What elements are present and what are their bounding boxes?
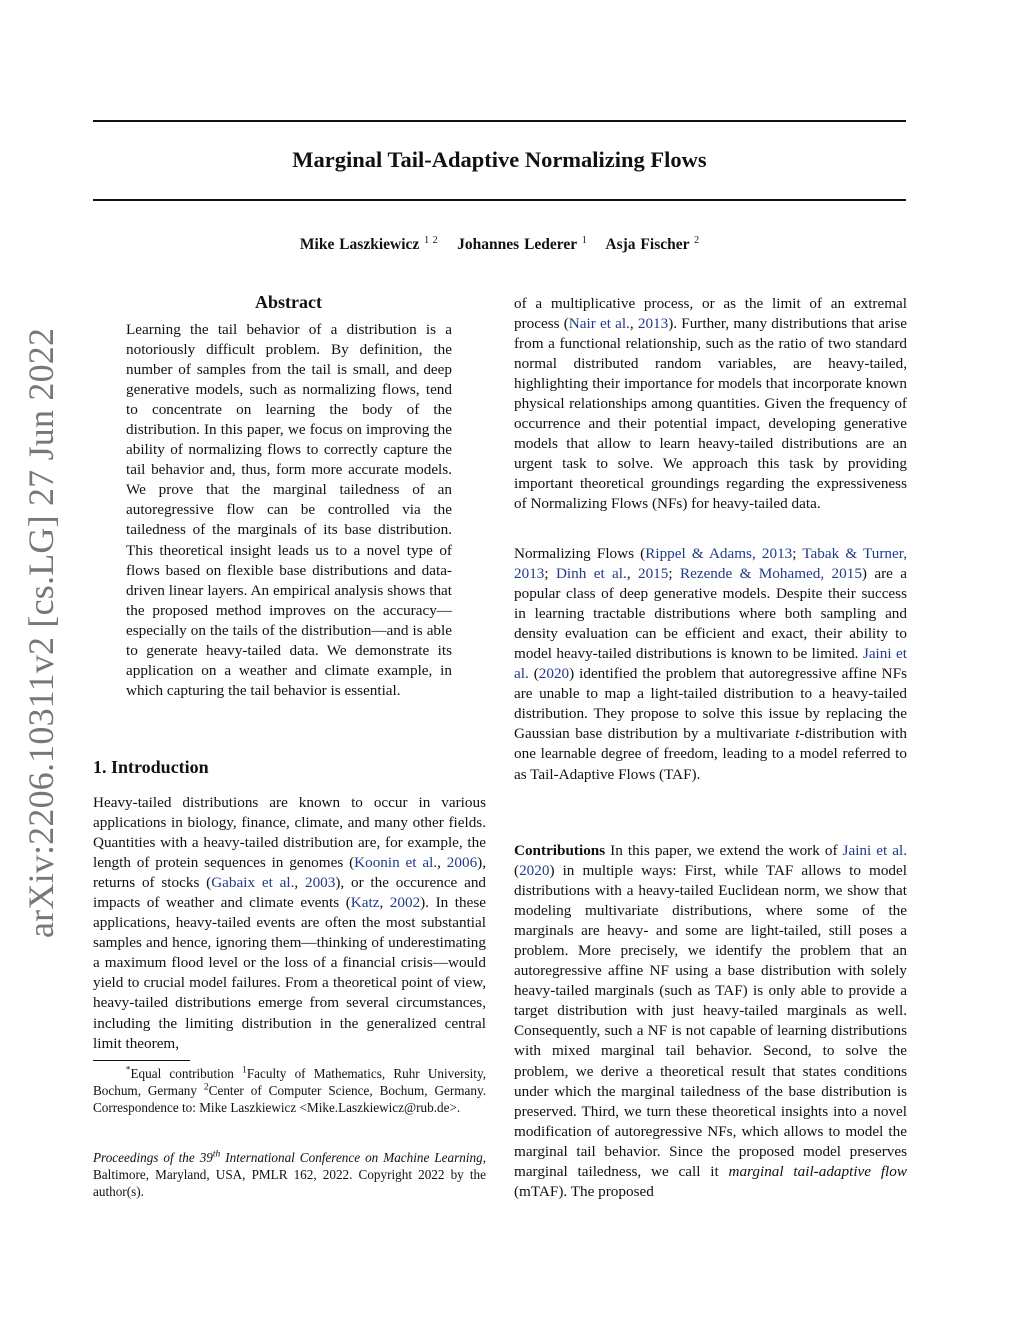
citation-link[interactable]: 2006: [446, 854, 478, 872]
citation-link[interactable]: Jaini et al.: [514, 645, 907, 683]
author-name: Asja Fischer: [605, 236, 690, 253]
paper-title: Marginal Tail-Adaptive Normalizing Flows: [292, 147, 707, 172]
citation-link[interactable]: Nair et al.: [568, 315, 630, 333]
intro-heading: 1. Introduction: [93, 757, 209, 777]
author-name: Johannes Lederer: [457, 236, 577, 253]
author-name: Mike Laszkiewicz: [299, 236, 420, 253]
citation-link[interactable]: Rezende & Mohamed, 2015: [679, 565, 862, 583]
intro-paragraph: Heavy-tailed distributions are known to occur in various applications in biology, finance, climate, and many other fields. Quantities with a heavy-tailed distribution are, for example, the length of protein sequences in genomes (Koonin et al., 2006), returns of stocks (Gabaix et al., 2003), or the occurence and impacts of weather and climate events (Katz, 2002). In these applications, heavy-tailed events are often the most substantial samples and hence, ignoring them—thinking of underestimating a maximum flood level or the loss of a financial crisis—would yield to crucial model failures. From a theoretical point of view, heavy-tailed distributions emerge from several circumstances, including the limiting distribution in the generalized central limit theorem,: [93, 794, 487, 1052]
citation-link[interactable]: 2002: [389, 894, 421, 912]
contributions-paragraph: Contributions In this paper, we extend the work of Jaini et al. (2020) in multiple ways: First, while TAF allows to model distributions with a heavy-tailed Euclidean norm, we show that modeling multivariate distributions, where some of the marginals are heavy- and some are light-tailed, still poses a problem. More precisely, we identify the problem that an autoregressive affine NF using a base distribution with solely heavy-tailed marginals (such as TAF) is only able to provide a target distribution with just heavy-tailed marginals as well. Consequently, such a NF is not capable of learning distributions with mixed marginal tail behavior. Second, to solve the problem, we derive a theoretical result that states conditions under which the marginal tailedness of the base distribution is preserved. Third, we turn these theoretical insights into a novel modification of autoregressive NFs, which allows to model the marginal tail behavior. Since the proposed model preserves marginal tailedness, we call it marginal tail-adaptive flow (mTAF). The proposed: [514, 842, 908, 1200]
abstract-heading: Abstract: [255, 292, 322, 312]
citation-link[interactable]: Dinh et al.: [555, 565, 627, 583]
citation-link[interactable]: Katz: [350, 894, 380, 912]
citation-link[interactable]: Rippel & Adams, 2013: [645, 545, 793, 562]
author-affiliation: 1 2: [424, 234, 438, 246]
citation-link[interactable]: Gabaix et al.: [211, 874, 295, 892]
author-list: [93, 236, 906, 254]
body-paragraph: Normalizing Flows (Rippel & Adams, 2013; Tabak & Turner, 2013; Dinh et al., 2015; Rezende & Mohamed, 2015) are a popular class of deep generative models. Despite their success in learning tractable distributions where both sampling and density evaluation can be efficient and exact, their ability to model heavy-tailed distributions is known to be limited. Jaini et al. (2020) identified the problem that autoregressive affine NFs are unable to map a light-tailed distribution to a heavy-tailed distribution. They propose to solve this issue by replacing the Gaussian base distribution by a multivariate t-distribution with one learnable degree of freedom, leading to a model referred to as Tail-Adaptive Flows (TAF).: [514, 545, 908, 783]
title-rule: [93, 199, 906, 201]
abstract-text: Learning the tail behavior of a distribution is a notoriously difficult problem. By definition, the number of samples from the tail is small, and deep generative models, such as normalizing flows, tend to concentrate on learning the body of the distribution. In this paper, we focus on improving the ability of normalizing flows to correctly capture the tail behavior and, thus, form more accurate models. We prove that the marginal tailedness of an autoregressive flow can be controlled via the tailedness of the marginals of its base distribution. This theoretical insight leads us to a novel type of flows based on flexible base distributions and data-driven linear layers. An empirical analysis shows that the proposed method improves on the accuracy—especially on the tails of the distribution—and is able to generate heavy-tailed data. We demonstrate its application on a weather and climate example, in which capturing the tail behavior is essential.: [126, 321, 452, 699]
citation-link[interactable]: 2003: [304, 874, 336, 892]
citation-link[interactable]: 2013: [637, 315, 669, 333]
citation-link[interactable]: Tabak & Turner, 2013: [514, 545, 907, 583]
footnote-rule: [93, 1060, 190, 1061]
citation-link[interactable]: 2015: [637, 565, 669, 583]
contributions-heading: Contributions: [514, 842, 606, 859]
top-rule: [93, 120, 906, 122]
author-affiliation: 1: [581, 234, 587, 246]
arxiv-stamp: arXiv:2206.10311v2 [cs.LG] 27 Jun 2022: [21, 327, 61, 938]
proceedings-note: Proceedings of the 39th International Conference on Machine Learning, Baltimore, Maryland, USA, PMLR 162, 2022. Copyright 2022 by the author(s).: [93, 1149, 486, 1199]
citation-link[interactable]: 2020: [538, 665, 570, 683]
citation-link[interactable]: Koonin et al.: [354, 854, 438, 872]
body-paragraph: of a multiplicative process, or as the limit of an extremal process (Nair et al., 2013). Further, many distributions that arise from a functional relationship, such as the ratio of two standard normal distributed random variables, are heavy-tailed, highlighting their importance for models that incorporate known physical relationships among quantities. Given the frequency of occurrence and their potential impact, developing generative models that allow to learn heavy-tailed distributions are an urgent task to solve. We approach this task by providing important theoretical groundings regarding the expressiveness of Normalizing Flows (NFs) for heavy-tailed data.: [514, 295, 907, 513]
citation-link[interactable]: 2020: [519, 862, 550, 880]
author-affiliation: 2: [694, 234, 700, 246]
citation-link[interactable]: Jaini et al.: [842, 842, 908, 859]
affiliation-footnote: *Equal contribution $^1$Faculty of Mathematics, Ruhr University, Bochum, Germany $^2$Center of Computer Science, Bochum, Germany. Correspondence to: Mike Laszkiewicz <Mike.Laszkiewicz@rub.de>.: [93, 1065, 486, 1115]
